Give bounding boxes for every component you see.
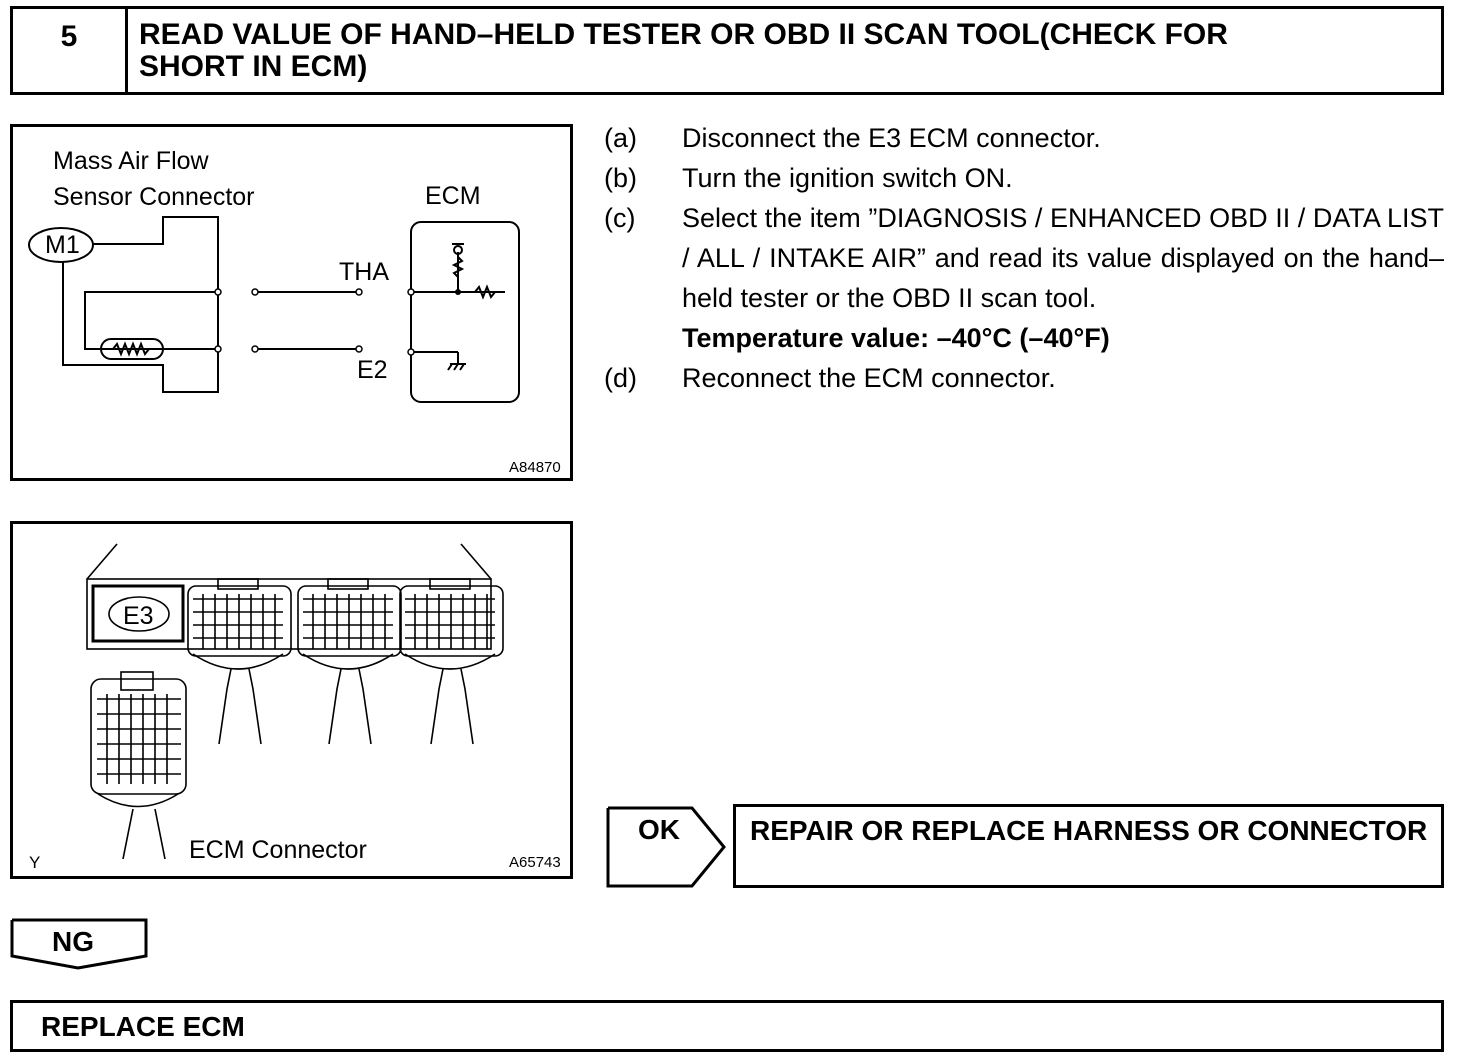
specification: Temperature value: –40°C (–40°F) [682, 323, 1110, 353]
step-item [604, 158, 1444, 198]
procedure-steps [604, 118, 1444, 398]
wiring-diagram-figure [10, 124, 573, 481]
ecm-connector-figure [10, 521, 573, 879]
ng-tag [10, 918, 148, 972]
ok-result-box [733, 804, 1444, 888]
figure-code: A84870 [509, 459, 561, 476]
ng-result-box [10, 1000, 1444, 1052]
connector-id-m1: M1 [45, 231, 80, 259]
terminal-e2: E2 [357, 356, 388, 384]
step-text: Turn the ignition switch ON. [682, 163, 1013, 193]
ecm-label: ECM [425, 182, 481, 210]
terminal-tha: THA [339, 258, 389, 286]
step-item [604, 198, 1444, 318]
ok-tag [606, 806, 730, 888]
step-title-line2: SHORT IN ECM) [139, 50, 368, 83]
step-header [10, 6, 1444, 95]
step-title [139, 19, 1433, 83]
ok-result-text: REPAIR OR REPLACE HARNESS OR CONNECTOR [750, 815, 1428, 846]
connector-id-e3: E3 [123, 602, 154, 630]
ok-label: OK [638, 814, 680, 845]
step-key: (d) [604, 363, 637, 393]
step-text: Select the item ”DIAGNOSIS / ENHANCED OBD II / DATA LIST / ALL / INTAKE AIR” and read its value displayed on the hand–held tester or the OBD II scan tool. [682, 203, 1444, 313]
step-number: 5 [13, 9, 128, 92]
corner-mark: Y [29, 853, 41, 872]
wiring-diagram-graphic [13, 127, 570, 478]
step-title-line1: READ VALUE OF HAND–HELD TESTER OR OBD II SCAN TOOL(CHECK FOR [139, 18, 1228, 51]
step-text: Disconnect the E3 ECM connector. [682, 123, 1101, 153]
ecm-connector-caption: ECM Connector [189, 836, 367, 864]
ng-result-text: REPLACE ECM [41, 1011, 245, 1042]
step-key: (b) [604, 163, 637, 193]
ng-label: NG [52, 926, 94, 957]
step-item [604, 118, 1444, 158]
figure-code: A65743 [509, 854, 561, 871]
sensor-label-line1: Mass Air Flow [53, 147, 209, 175]
step-item [604, 358, 1444, 398]
ecm-connector-graphic [13, 524, 570, 876]
step-key: (a) [604, 123, 637, 153]
step-text: Reconnect the ECM connector. [682, 363, 1056, 393]
sensor-label-line2: Sensor Connector [53, 183, 255, 211]
step-key: (c) [604, 203, 636, 233]
